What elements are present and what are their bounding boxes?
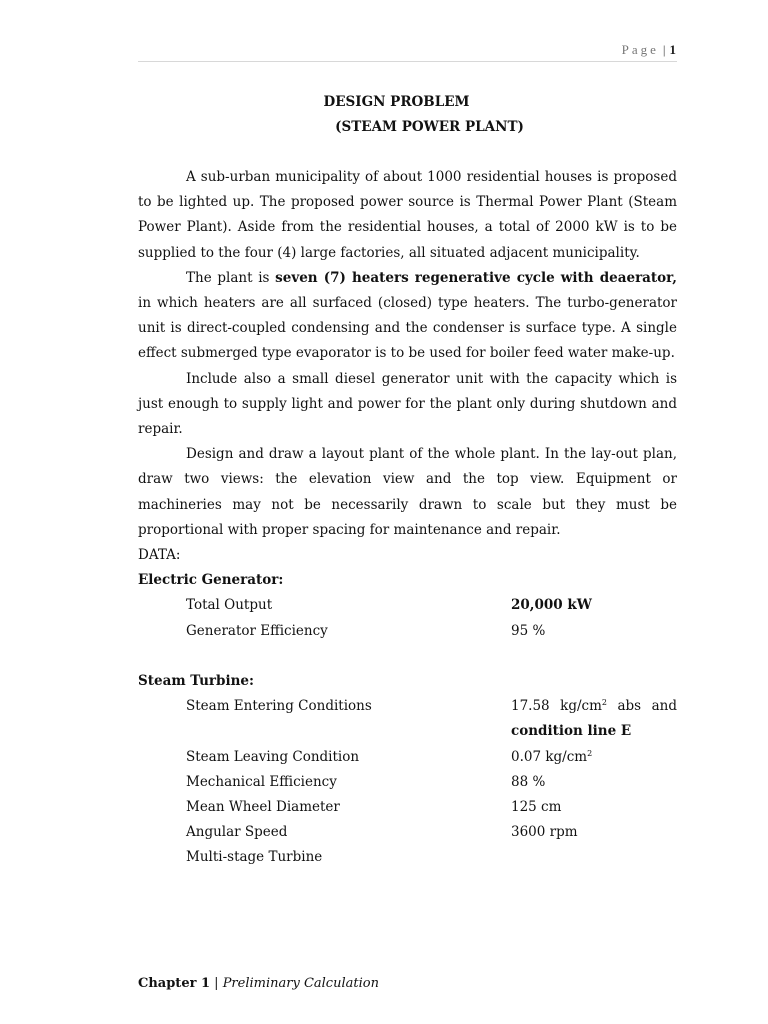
steam-entering-pressure: 17.58 <box>511 698 550 715</box>
steam-entering-label: Steam Entering Conditions <box>186 698 372 715</box>
wheel-diameter-value: 125 cm <box>511 798 562 815</box>
steam-leaving-superscript: 2 <box>587 748 593 758</box>
steam-entering-and: and <box>651 698 677 715</box>
condition-line-value: condition line E <box>511 723 632 740</box>
data-label-text: DATA: <box>138 547 181 563</box>
unit-text: kg/cm <box>560 698 602 715</box>
total-output-value: 20,000 kW <box>511 597 592 614</box>
header-rule <box>138 61 677 62</box>
wheel-diameter-row <box>138 795 677 820</box>
steam-entering-row <box>138 694 677 719</box>
paragraph-2 <box>138 266 677 367</box>
paragraph-2-intro: The plant is <box>186 269 276 286</box>
footer-section: Preliminary Calculation <box>222 976 379 991</box>
paragraph-2-rest: in which heaters are all surfaced (closed) type heaters. The turbo-generator unit is direct-coupled condensing and the condenser is surface type. A single effect submerged type evaporator is to be used for boiler feed water make-up. <box>138 295 677 362</box>
mechanical-efficiency-row <box>138 770 677 795</box>
unit-superscript: 2 <box>601 698 607 708</box>
steam-leaving-row <box>138 745 677 770</box>
paragraph-3: Include also a small diesel generator unit with the capacity which is just enough to supply light and power for the plant only during shutdown and repair. <box>138 370 677 438</box>
problem-statement <box>138 165 677 543</box>
page-word: Page <box>621 42 659 57</box>
angular-speed-row <box>138 820 677 845</box>
title-line-1: DESIGN PROBLEM <box>323 94 470 110</box>
multistage-label: Multi-stage Turbine <box>186 849 323 866</box>
steam-leaving-label: Steam Leaving Condition <box>186 748 360 765</box>
spacer <box>138 644 677 669</box>
steam-entering-value <box>511 694 677 719</box>
steam-leaving-text: 0.07 kg/cm <box>511 748 588 765</box>
total-output-row <box>138 593 677 618</box>
steam-leaving-value <box>511 745 677 770</box>
footer-separator: | <box>214 976 219 991</box>
page-header <box>622 42 676 58</box>
wheel-diameter-label: Mean Wheel Diameter <box>186 798 340 815</box>
paragraph-2-emphasis: seven (7) heaters regenerative cycle with deaerator, <box>275 269 678 286</box>
mechanical-efficiency-value: 88 % <box>511 773 546 790</box>
steam-entering-abs: abs <box>617 698 642 715</box>
generator-efficiency-label: Generator Efficiency <box>186 622 328 639</box>
angular-speed-value: 3600 rpm <box>511 824 578 841</box>
header-separator: | <box>662 42 666 57</box>
steam-turbine-heading: Steam Turbine: <box>138 672 254 689</box>
data-section <box>138 543 677 870</box>
condition-line-row <box>138 719 677 744</box>
total-output-label: Total Output <box>186 597 273 614</box>
multistage-row <box>138 845 677 870</box>
title-line-2: (STEAM POWER PLANT) <box>335 119 524 135</box>
generator-efficiency-row <box>138 619 677 644</box>
electric-generator-heading: Electric Generator: <box>138 572 284 589</box>
paragraph-4: Design and draw a layout plant of the whole plant. In the lay-out plan, draw two views: the elevation view and the top view. Equipment or machineries may not be necessarily drawn to scale but they must be proportional with proper spacing for maintenance and repair. <box>138 446 677 538</box>
angular-speed-label: Angular Speed <box>186 824 288 841</box>
mechanical-efficiency-label: Mechanical Efficiency <box>186 773 337 790</box>
data-label <box>138 543 677 568</box>
steam-entering-unit <box>560 694 607 719</box>
page-footer <box>138 976 379 991</box>
generator-efficiency-value: 95 % <box>511 622 546 639</box>
page-number: 1 <box>669 42 676 57</box>
footer-chapter: Chapter 1 <box>138 976 211 991</box>
paragraph-1: A sub-urban municipality of about 1000 residential houses is proposed to be lighted up. The proposed power source is Thermal Power Plant (Steam Power Plant). Aside from the residential houses, a total of 2000 kW is to be supplied to the four (4) large factories, all situated adjacent municipality. <box>138 169 677 261</box>
